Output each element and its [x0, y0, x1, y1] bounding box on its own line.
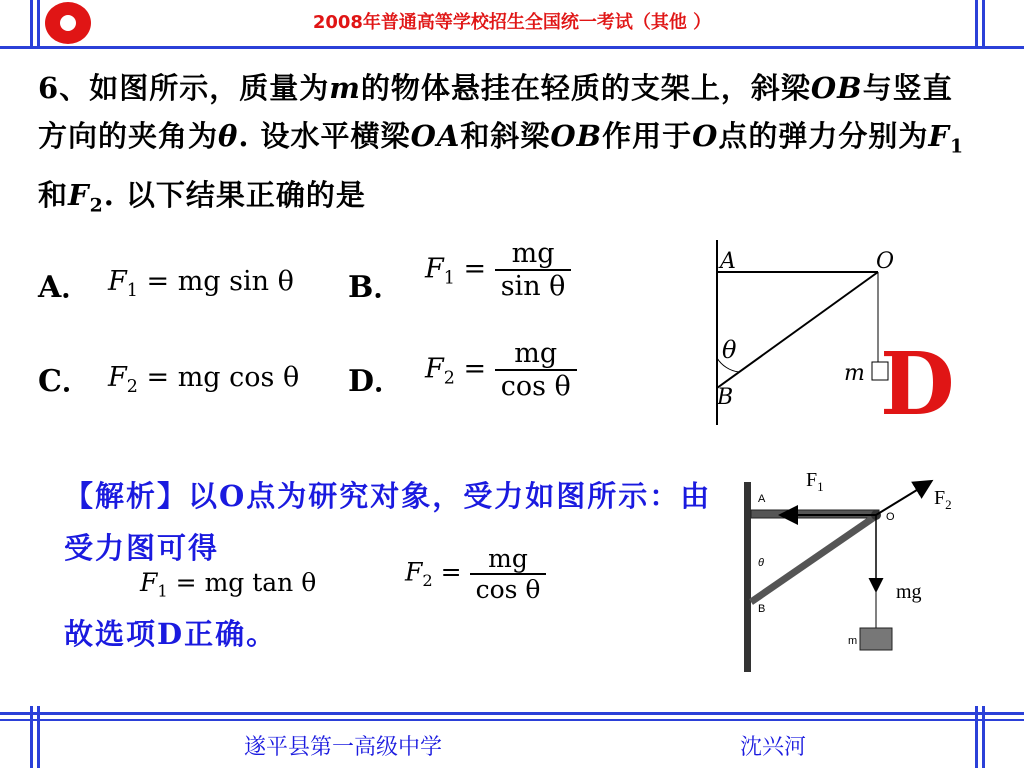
footer-rule — [0, 712, 1024, 715]
fig2-label-a: A — [758, 493, 766, 505]
fig2-label-f1: $F_1$ — [806, 469, 824, 494]
answer-mark: D — [880, 334, 955, 435]
option-c-formula: $F_2$ = mg cos θ — [108, 362, 300, 398]
header-rule — [0, 46, 1024, 49]
force-diagram — [730, 462, 970, 672]
fig2-label-m: m — [848, 635, 858, 647]
fig2-label-mg: mg — [896, 581, 922, 603]
fig2-label-o: O — [886, 511, 895, 523]
option-b-label: B． — [348, 270, 404, 305]
fig1-label-theta: θ — [722, 336, 737, 364]
fig1-label-o: O — [876, 249, 895, 274]
analysis-equation-1: $F_1$ = mg tan θ — [140, 568, 317, 601]
fig2-label-f2: $F_2$ — [934, 487, 952, 512]
footer-rule-thin — [0, 719, 1024, 721]
fig1-label-m: m — [844, 361, 865, 386]
fig1-label-a: A — [720, 249, 736, 274]
fig1-label-b: B — [717, 385, 734, 410]
bracket-diagram — [700, 240, 910, 430]
fig2-label-theta: θ — [758, 557, 764, 569]
option-d-formula: $F_2$ = $\frac{mg}{\text{cos θ}}$ — [425, 338, 577, 402]
footer-author: 沈兴河 — [740, 735, 807, 760]
page-title: 2008年普通高等学校招生全国统一考试（其他 ） — [312, 12, 712, 33]
option-a-label: A． — [38, 270, 92, 305]
option-b-formula: $F_1$ = $\frac{mg}{\text{sin θ}}$ — [425, 238, 571, 302]
question-text: 6、如图所示，质量为m的物体悬挂在轻质的支架上，斜梁OB与竖直方向的夹角为θ. 设水平横梁OA和斜梁OB作用于O点的弹力分别为$F_1$和$F_2$. 以下结果正确的是 — [38, 71, 965, 217]
option-c-label: C． — [38, 364, 92, 399]
analysis-equation-2: $F_2$ = $\frac{mg}{\text{cos θ}}$ — [405, 544, 546, 604]
frame-bar — [37, 706, 40, 768]
frame-bar — [30, 706, 33, 768]
frame-bar — [975, 706, 978, 768]
footer-school: 遂平县第一高级中学 — [244, 735, 443, 760]
frame-bar — [982, 706, 985, 768]
option-a-formula: $F_1$ = mg sin θ — [108, 266, 294, 302]
question-number: 6 — [38, 71, 60, 105]
analysis-text: 【解析】以O点为研究对象，受力如图所示：由受力图可得 — [64, 479, 712, 565]
analysis-conclusion: 故选项D正确。 — [64, 617, 278, 651]
fig2-label-b: B — [758, 603, 766, 615]
option-d-label: D． — [348, 364, 405, 399]
